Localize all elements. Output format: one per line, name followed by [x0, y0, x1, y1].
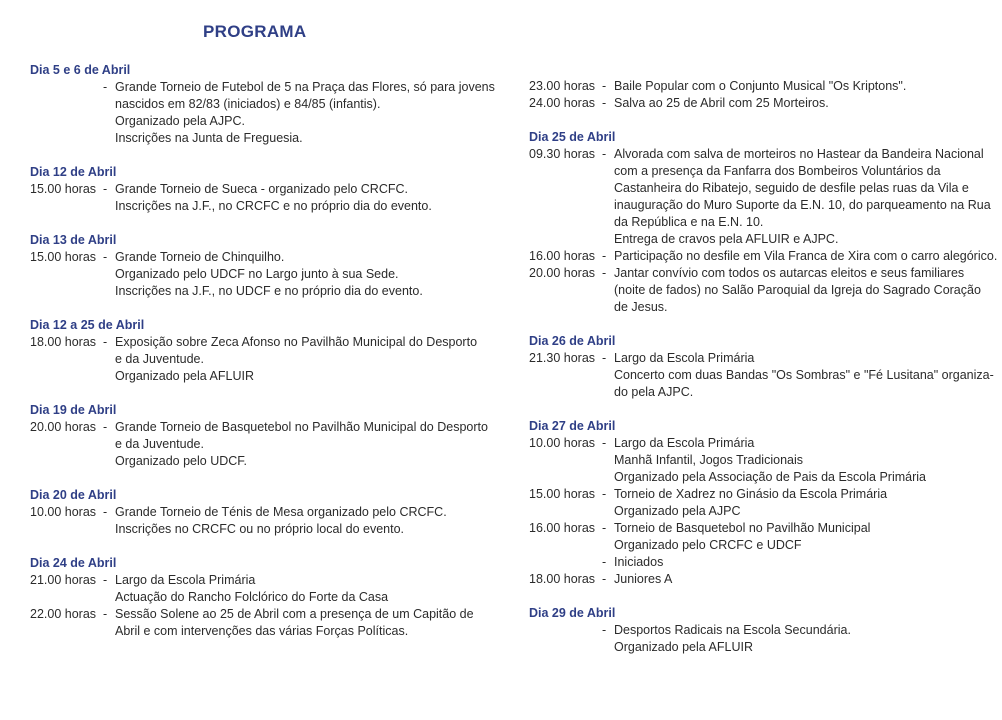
schedule-entry — [529, 78, 979, 95]
entry-line: e da Juventude. — [115, 352, 204, 366]
entry-time: 21.00 horas — [30, 573, 97, 587]
entry-time: 15.00 horas — [30, 182, 97, 196]
schedule-entry — [529, 486, 979, 520]
entry-text — [614, 520, 979, 554]
schedule-entry — [529, 622, 979, 656]
entry-time: 10.00 horas — [30, 505, 97, 519]
entry-line: Torneio de Basquetebol no Pavilhão Municipal — [614, 521, 871, 535]
entry-line: Abril e com intervenções das várias Forças Políticas. — [115, 624, 409, 638]
entry-line: Inscrições no CRCFC ou no próprio local do evento. — [115, 522, 405, 536]
schedule-entry — [30, 419, 488, 470]
entry-time: 23.00 horas — [529, 79, 596, 93]
schedule-entry — [529, 248, 998, 265]
entry-line: Grande Torneio de Basquetebol no Pavilhão Municipal do Desporto — [115, 420, 488, 434]
entry-line: do pela AJPC. — [614, 385, 694, 399]
entry-line: Desportos Radicais na Escola Secundária. — [614, 623, 851, 637]
entry-line: com a presença da Fanfarra dos Bombeiros Voluntários da — [614, 164, 941, 178]
entry-dash: - — [602, 487, 607, 501]
entry-dash: - — [103, 335, 108, 349]
entry-time: 16.00 horas — [529, 249, 596, 263]
entry-time — [529, 622, 602, 656]
entry-line: Organizado pela Associação de Pais da Escola Primária — [614, 470, 926, 484]
entry-text — [614, 554, 979, 571]
entry-text — [614, 486, 979, 520]
entry-line: (noite de fados) no Salão Paroquial da Igreja do Sagrado Coração — [614, 283, 981, 297]
day-heading: Dia 12 de Abril — [30, 165, 117, 179]
entry-line: Largo da Escola Primária — [614, 436, 755, 450]
entry-dash: - — [103, 250, 108, 264]
entry-line: Entrega de cravos pela AFLUIR e AJPC. — [614, 232, 839, 246]
entry-text — [614, 95, 979, 112]
entry-line: Inscrições na Junta de Freguesia. — [115, 131, 303, 145]
day-heading: Dia 25 de Abril — [529, 130, 616, 144]
left-column — [30, 62, 495, 657]
entry-line: Largo da Escola Primária — [614, 351, 755, 365]
entry-dash: - — [103, 607, 108, 621]
day-heading: Dia 12 a 25 de Abril — [30, 318, 145, 332]
day-section — [529, 605, 979, 656]
entry-dash: - — [602, 436, 607, 450]
day-heading: Dia 19 de Abril — [30, 403, 117, 417]
schedule-entry — [30, 606, 480, 640]
day-section — [30, 402, 488, 470]
entry-line: Largo da Escola Primária — [115, 573, 256, 587]
day-section — [529, 129, 998, 316]
schedule-entry — [30, 79, 495, 147]
schedule-entry — [529, 571, 979, 588]
entry-time: 15.00 horas — [529, 487, 596, 501]
entry-text — [614, 78, 979, 95]
entry-text — [614, 350, 994, 401]
schedule-entry — [30, 249, 480, 300]
day-heading: Dia 13 de Abril — [30, 233, 117, 247]
entry-time: 22.00 horas — [30, 607, 97, 621]
day-section — [529, 333, 994, 401]
schedule-entry — [30, 572, 480, 606]
entry-dash: - — [602, 521, 607, 535]
entry-text — [614, 248, 997, 265]
schedule-entry — [529, 350, 994, 401]
entry-line: da República e na E.N. 10. — [614, 215, 764, 229]
entry-line: Castanheira do Ribatejo, seguido de desfile pelas ruas da Vila e — [614, 181, 969, 195]
entry-text — [614, 571, 979, 588]
entry-time: 15.00 horas — [30, 250, 97, 264]
entry-line: Organizado pelo CRCFC e UDCF — [614, 538, 802, 552]
schedule-entry — [529, 95, 979, 112]
entry-line: Alvorada com salva de morteiros no Hastear da Bandeira Nacional — [614, 147, 984, 161]
day-heading: Dia 27 de Abril — [529, 419, 616, 433]
entry-line: nascidos em 82/83 (iniciados) e 84/85 (infantis). — [115, 97, 381, 111]
entry-dash: - — [103, 420, 108, 434]
schedule-entry — [30, 504, 480, 538]
entry-dash: - — [602, 572, 607, 586]
entry-line: Organizado pela AFLUIR — [115, 369, 254, 383]
entry-dash: - — [602, 147, 607, 161]
entry-line: Inscrições na J.F., no UDCF e no próprio dia do evento. — [115, 284, 423, 298]
entry-dash: - — [103, 505, 108, 519]
day-heading: Dia 20 de Abril — [30, 488, 117, 502]
entry-time — [30, 79, 103, 147]
entry-line: Organizado pela AJPC. — [115, 114, 245, 128]
day-heading: Dia 26 de Abril — [529, 334, 616, 348]
entry-dash: - — [103, 573, 108, 587]
day-section — [30, 317, 480, 385]
schedule-entry — [529, 520, 979, 554]
entry-line: de Jesus. — [614, 300, 668, 314]
entry-dash: - — [602, 249, 607, 263]
entry-text — [614, 435, 979, 486]
schedule-entry — [529, 435, 979, 486]
entry-time: 10.00 horas — [529, 436, 596, 450]
entry-line: Sessão Solene ao 25 de Abril com a presença de um Capitão de — [115, 607, 474, 621]
entry-text — [115, 504, 480, 538]
entry-dash: - — [602, 266, 607, 280]
entry-time: 18.00 horas — [529, 572, 596, 586]
entry-line: Torneio de Xadrez no Ginásio da Escola Primária — [614, 487, 888, 501]
entry-dash: - — [103, 80, 108, 94]
entry-text — [115, 572, 480, 606]
entry-line: Grande Torneio de Futebol de 5 na Praça das Flores, só para jovens — [115, 80, 495, 94]
entry-text — [115, 249, 480, 300]
entry-time: 18.00 horas — [30, 335, 97, 349]
entry-text — [614, 622, 979, 656]
entry-dash: - — [602, 96, 607, 110]
entry-line: Salva ao 25 de Abril com 25 Morteiros. — [614, 96, 829, 110]
entry-dash: - — [602, 555, 607, 569]
page-title: PROGRAMA — [203, 22, 307, 41]
entry-text — [614, 146, 991, 248]
entry-line: Organizado pelo UDCF. — [115, 454, 248, 468]
schedule-entry — [529, 554, 979, 571]
entry-line: Grande Torneio de Sueca - organizado pelo CRCFC. — [115, 182, 408, 196]
day-section — [30, 62, 495, 147]
day-heading: Dia 29 de Abril — [529, 606, 616, 620]
entry-line: Organizado pela AJPC — [614, 504, 741, 518]
entry-text — [115, 181, 480, 215]
entry-line: Jantar convívio com todos os autarcas eleitos e seus familiares — [614, 266, 965, 280]
day-section — [529, 78, 979, 112]
entry-time: 24.00 horas — [529, 96, 596, 110]
entry-line: Inscrições na J.F., no CRCFC e no próprio dia do evento. — [115, 199, 432, 213]
entry-line: Concerto com duas Bandas "Os Sombras" e "Fé Lusitana" organiza- — [614, 368, 994, 382]
entry-line: Iniciados — [614, 555, 664, 569]
day-section — [30, 232, 480, 300]
entry-text — [614, 265, 981, 316]
day-section — [529, 418, 979, 588]
entry-line: Participação no desfile em Vila Franca de Xira com o carro alegórico. — [614, 249, 998, 263]
entry-line: Grande Torneio de Chinquilho. — [115, 250, 285, 264]
right-column — [529, 78, 998, 673]
entry-time: 21.30 horas — [529, 351, 596, 365]
entry-time — [529, 554, 602, 571]
entry-dash: - — [602, 623, 607, 637]
entry-time: 20.00 horas — [30, 420, 97, 434]
day-section — [30, 487, 480, 538]
entry-text — [115, 419, 488, 470]
schedule-entry — [30, 334, 480, 385]
entry-text — [115, 606, 480, 640]
entry-text — [115, 334, 480, 385]
day-heading: Dia 5 e 6 de Abril — [30, 63, 131, 77]
entry-time: 09.30 horas — [529, 147, 596, 161]
schedule-entry — [529, 265, 979, 316]
day-section — [30, 555, 480, 640]
entry-text — [115, 79, 495, 147]
entry-time: 16.00 horas — [529, 521, 596, 535]
entry-line: e da Juventude. — [115, 437, 204, 451]
entry-line: Juniores A — [614, 572, 673, 586]
day-heading: Dia 24 de Abril — [30, 556, 117, 570]
entry-dash: - — [602, 79, 607, 93]
entry-line: Organizado pela AFLUIR — [614, 640, 753, 654]
entry-line: Baile Popular com o Conjunto Musical "Os Kriptons". — [614, 79, 907, 93]
schedule-entry — [30, 181, 480, 215]
day-section — [30, 164, 480, 215]
entry-dash: - — [103, 182, 108, 196]
schedule-entry — [529, 146, 991, 248]
entry-line: Exposição sobre Zeca Afonso no Pavilhão Municipal do Desporto — [115, 335, 478, 349]
entry-time: 20.00 horas — [529, 266, 596, 280]
entry-line: Organizado pelo UDCF no Largo junto à sua Sede. — [115, 267, 399, 281]
entry-line: Grande Torneio de Ténis de Mesa organizado pelo CRCFC. — [115, 505, 447, 519]
entry-line: Manhã Infantil, Jogos Tradicionais — [614, 453, 803, 467]
entry-dash: - — [602, 351, 607, 365]
entry-line: Actuação do Rancho Folclórico do Forte da Casa — [115, 590, 389, 604]
entry-line: inauguração do Muro Suporte da E.N. 10, do parqueamento na Rua — [614, 198, 991, 212]
